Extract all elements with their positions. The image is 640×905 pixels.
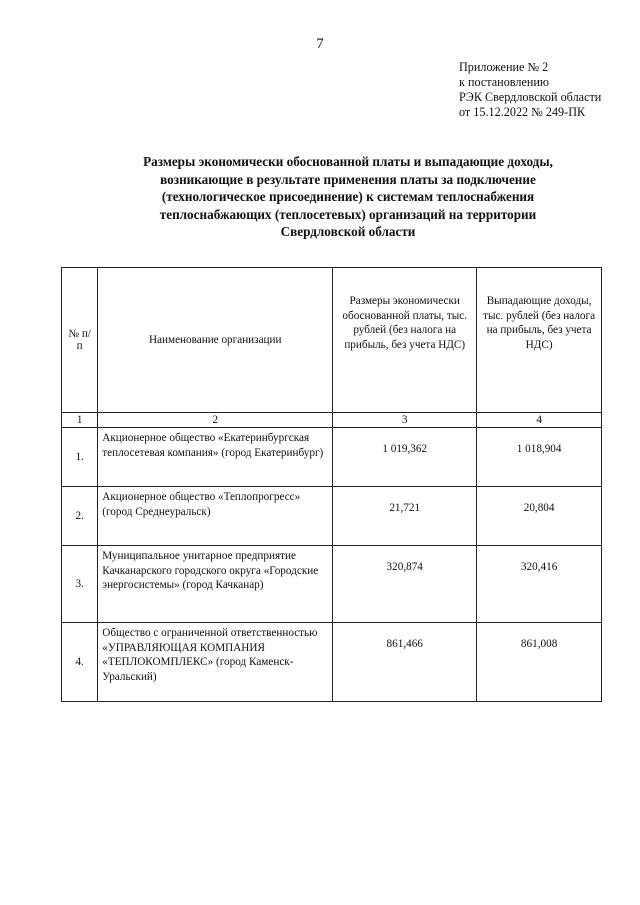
header-name: Наименование организации bbox=[98, 268, 333, 413]
row-fee: 21,721 bbox=[333, 487, 477, 546]
appendix-block bbox=[459, 60, 601, 120]
row-num: 3. bbox=[62, 546, 98, 623]
appendix-line: Приложение № 2 bbox=[459, 60, 549, 74]
title-line: Размеры экономически обоснованной платы и выпадающие доходы, bbox=[143, 154, 553, 169]
row-fee: 320,874 bbox=[333, 546, 477, 623]
row-num: 2. bbox=[62, 487, 98, 546]
row-lost-income: 20,804 bbox=[477, 487, 602, 546]
column-number: 1 bbox=[62, 413, 98, 428]
table-row bbox=[62, 623, 602, 702]
header-fee: Размеры экономически обоснованной платы, тыс. рублей (без налога на прибыль, без учета НДС) bbox=[333, 268, 477, 413]
title-line: Свердловской области bbox=[280, 224, 416, 240]
table-row bbox=[62, 428, 602, 487]
row-name: Акционерное общество «Теплопрогресс» (город Среднеуральск) bbox=[98, 487, 333, 546]
row-lost-income: 320,416 bbox=[477, 546, 602, 623]
appendix-line: от 15.12.2022 № 249-ПК bbox=[459, 105, 586, 119]
header-num: № п/п bbox=[62, 268, 98, 413]
header-lost-income: Выпадающие доходы, тыс. рублей (без налога на прибыль, без учета НДС) bbox=[477, 268, 602, 413]
appendix-line: РЭК Свердловской области bbox=[459, 90, 602, 104]
column-number: 2 bbox=[98, 413, 333, 428]
document-title bbox=[70, 153, 626, 241]
column-number: 3 bbox=[333, 413, 477, 428]
table-row bbox=[62, 487, 602, 546]
row-lost-income: 861,008 bbox=[477, 623, 602, 702]
page-number: 7 bbox=[316, 36, 324, 52]
row-num: 1. bbox=[62, 428, 98, 487]
title-line: теплоснабжающих (теплосетевых) организаций на территории bbox=[159, 206, 537, 222]
appendix-line: к постановлению bbox=[459, 75, 550, 89]
row-fee: 1 019,362 bbox=[333, 428, 477, 487]
row-name: Акционерное общество «Екатеринбургская теплосетевая компания» (город Екатеринбург) bbox=[98, 428, 333, 487]
row-name: Общество с ограниченной ответственностью «УПРАВЛЯЮЩАЯ КОМПАНИЯ «ТЕПЛОКОМПЛЕКС» (город Каменск-Уральский) bbox=[98, 623, 333, 702]
title-line: возникающие в результате применения платы за подключение bbox=[160, 171, 536, 187]
table-header-row bbox=[62, 268, 602, 413]
title-line: (технологическое присоединение) к системам теплоснабжения bbox=[161, 189, 535, 205]
row-fee: 861,466 bbox=[333, 623, 477, 702]
fees-table bbox=[61, 267, 602, 702]
column-number: 4 bbox=[477, 413, 602, 428]
row-num: 4. bbox=[62, 623, 98, 702]
column-number-row bbox=[62, 413, 602, 428]
table-row bbox=[62, 546, 602, 623]
row-lost-income: 1 018,904 bbox=[477, 428, 602, 487]
row-name: Муниципальное унитарное предприятие Качканарского городского округа «Городские энергосистемы» (город Качканар) bbox=[98, 546, 333, 623]
